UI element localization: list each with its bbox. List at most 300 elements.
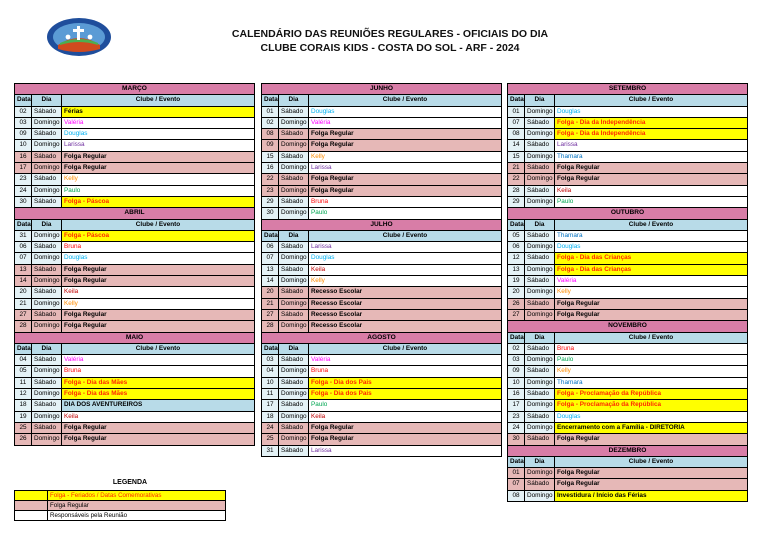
table-row — [508, 366, 748, 377]
cell-day: Sábado — [32, 129, 62, 140]
table-row — [508, 468, 748, 479]
cell-date: 21 — [15, 298, 32, 309]
table-row — [508, 355, 748, 366]
table-row — [262, 208, 502, 219]
cell-date: 28 — [15, 321, 32, 332]
legend-item — [15, 491, 226, 501]
cell-event: Paulo — [309, 208, 502, 219]
table-row — [262, 389, 502, 400]
club-logo — [46, 17, 112, 57]
table-row — [262, 355, 502, 366]
cell-date: 23 — [262, 185, 279, 196]
cell-date: 14 — [15, 276, 32, 287]
col-header-day: Dia — [525, 95, 555, 106]
cell-event: Folga Regular — [309, 434, 502, 445]
col-header-date: Data — [262, 343, 279, 354]
calendar-column-3 — [507, 83, 748, 502]
cell-day: Domingo — [279, 411, 309, 422]
cell-event: Kelly — [555, 287, 748, 298]
column-header-row — [15, 343, 255, 354]
cell-day: Sábado — [279, 264, 309, 275]
table-row — [262, 196, 502, 207]
table-row — [15, 151, 255, 162]
cell-date: 02 — [508, 343, 525, 354]
cell-event: Folga - Dia dos Pais — [309, 377, 502, 388]
cell-date: 31 — [262, 445, 279, 456]
table-row — [15, 264, 255, 275]
cell-date: 15 — [262, 151, 279, 162]
cell-day: Domingo — [525, 196, 555, 207]
cell-event: Bruna — [309, 366, 502, 377]
table-row — [262, 253, 502, 264]
table-row — [15, 129, 255, 140]
cell-date: 17 — [508, 400, 525, 411]
cell-event: Folga Regular — [555, 468, 748, 479]
table-row — [508, 117, 748, 128]
table-row — [508, 242, 748, 253]
cell-date: 03 — [508, 355, 525, 366]
col-header-date: Data — [15, 343, 32, 354]
cell-day: Domingo — [279, 276, 309, 287]
cell-day: Domingo — [32, 253, 62, 264]
cell-event: Bruna — [309, 196, 502, 207]
month-header-row — [508, 321, 748, 332]
cell-date: 07 — [508, 117, 525, 128]
cell-event: Kelly — [62, 298, 255, 309]
cell-event: Folga - Dia dos Pais — [309, 389, 502, 400]
table-row — [15, 400, 255, 411]
cell-date: 05 — [15, 366, 32, 377]
cell-date: 07 — [508, 479, 525, 490]
column-header-row — [15, 95, 255, 106]
table-row — [508, 377, 748, 388]
cell-event: Encerramento com a Família - DIRETORIA — [555, 422, 748, 433]
page-title: CALENDÁRIO DAS REUNIÕES REGULARES - OFICIAIS DO DIA — [231, 28, 549, 40]
cell-day: Sábado — [525, 411, 555, 422]
month-title: OUTUBRO — [508, 208, 748, 219]
cell-date: 11 — [262, 389, 279, 400]
table-row — [508, 389, 748, 400]
table-row — [262, 106, 502, 117]
month-header-row — [508, 208, 748, 219]
cell-day: Sábado — [279, 355, 309, 366]
cell-day: Domingo — [525, 287, 555, 298]
col-header-date: Data — [508, 95, 525, 106]
col-header-day: Dia — [525, 332, 555, 343]
cell-date: 01 — [508, 468, 525, 479]
cell-day: Sábado — [525, 389, 555, 400]
cell-date: 23 — [15, 174, 32, 185]
cell-date: 07 — [15, 253, 32, 264]
month-header-row — [262, 332, 502, 343]
cell-date: 27 — [15, 309, 32, 320]
cell-day: Sábado — [279, 174, 309, 185]
cell-day: Sábado — [32, 196, 62, 207]
cell-event: Valéria — [555, 276, 748, 287]
cell-date: 18 — [262, 411, 279, 422]
cell-event: Recesso Escolar — [309, 309, 502, 320]
table-row — [508, 343, 748, 354]
cell-day: Domingo — [32, 321, 62, 332]
cell-date: 21 — [508, 163, 525, 174]
cell-day: Sábado — [279, 196, 309, 207]
cell-day: Sábado — [32, 264, 62, 275]
cell-date: 08 — [508, 490, 525, 501]
cell-day: Domingo — [32, 434, 62, 445]
cell-date: 30 — [262, 208, 279, 219]
cell-event: Folga Regular — [62, 264, 255, 275]
cell-event: Folga Regular — [62, 321, 255, 332]
table-row — [262, 163, 502, 174]
cell-event: Folga - Dia da Independência — [555, 129, 748, 140]
cell-day: Sábado — [32, 242, 62, 253]
cell-event: Bruna — [62, 366, 255, 377]
cell-event: Thamara — [555, 377, 748, 388]
cell-date: 06 — [508, 242, 525, 253]
cell-date: 25 — [262, 434, 279, 445]
cell-day: Domingo — [32, 366, 62, 377]
column-header-row — [262, 95, 502, 106]
cell-event: Folga Regular — [62, 163, 255, 174]
cell-date: 01 — [262, 106, 279, 117]
cell-day: Domingo — [279, 434, 309, 445]
cell-day: Domingo — [32, 185, 62, 196]
table-row — [15, 163, 255, 174]
legend-swatch-feriado — [15, 491, 48, 501]
cell-event: Paulo — [555, 355, 748, 366]
cell-day: Sábado — [32, 377, 62, 388]
cell-date: 04 — [262, 366, 279, 377]
col-header-day: Dia — [279, 343, 309, 354]
table-row — [262, 298, 502, 309]
cell-date: 26 — [508, 298, 525, 309]
cell-date: 02 — [15, 106, 32, 117]
cell-date: 16 — [262, 163, 279, 174]
cell-date: 10 — [15, 140, 32, 151]
cell-date: 17 — [15, 163, 32, 174]
cell-day: Sábado — [525, 230, 555, 241]
cell-event: Paulo — [555, 196, 748, 207]
month-title: ABRIL — [15, 208, 255, 219]
table-row — [508, 422, 748, 433]
cell-event: Paulo — [62, 185, 255, 196]
table-row — [15, 230, 255, 241]
cell-event: Folga Regular — [555, 163, 748, 174]
cell-date: 16 — [508, 389, 525, 400]
cell-day: Sábado — [279, 309, 309, 320]
col-header-event: Clube / Evento — [309, 230, 502, 241]
table-row — [262, 400, 502, 411]
cell-day: Sábado — [279, 151, 309, 162]
cell-date: 20 — [262, 287, 279, 298]
col-header-event: Clube / Evento — [555, 332, 748, 343]
cell-day: Domingo — [525, 355, 555, 366]
cell-day: Domingo — [279, 253, 309, 264]
cell-event: Investidura / Início das Férias — [555, 490, 748, 501]
cell-event: Folga Regular — [309, 140, 502, 151]
table-row — [262, 411, 502, 422]
cell-day: Domingo — [279, 366, 309, 377]
cell-date: 20 — [508, 287, 525, 298]
cell-event: Folga - Dia das Crianças — [555, 264, 748, 275]
cell-event: Keila — [62, 411, 255, 422]
cell-date: 12 — [508, 253, 525, 264]
table-row — [15, 321, 255, 332]
cell-date: 12 — [15, 389, 32, 400]
cell-event: Larissa — [555, 140, 748, 151]
col-header-event: Clube / Evento — [555, 95, 748, 106]
cell-day: Domingo — [32, 411, 62, 422]
table-row — [262, 377, 502, 388]
column-header-row — [15, 219, 255, 230]
col-header-event: Clube / Evento — [555, 219, 748, 230]
cell-event: Folga Regular — [555, 309, 748, 320]
cell-date: 30 — [508, 434, 525, 445]
cell-day: Domingo — [525, 174, 555, 185]
month-title: NOVEMBRO — [508, 321, 748, 332]
cell-date: 27 — [508, 309, 525, 320]
cell-event: Folga - Dia das Mães — [62, 389, 255, 400]
table-row — [15, 185, 255, 196]
column-header-row — [508, 332, 748, 343]
cell-event: Kelly — [309, 151, 502, 162]
cell-event: Folga Regular — [309, 129, 502, 140]
cell-day: Domingo — [525, 129, 555, 140]
table-row — [262, 309, 502, 320]
month-header-row — [508, 84, 748, 95]
table-row — [262, 151, 502, 162]
legend-label: Folga - Feriados / Datas Comemorativas — [48, 491, 226, 501]
cell-day: Domingo — [32, 140, 62, 151]
cell-event: Bruna — [555, 343, 748, 354]
table-row — [262, 366, 502, 377]
table-row — [508, 287, 748, 298]
cell-event: Folga Regular — [62, 434, 255, 445]
table-row — [15, 140, 255, 151]
table-row — [508, 106, 748, 117]
cell-day: Domingo — [525, 242, 555, 253]
cell-day: Sábado — [32, 287, 62, 298]
cell-date: 03 — [262, 355, 279, 366]
table-row — [508, 490, 748, 501]
cell-event: Bruna — [62, 242, 255, 253]
cell-date: 10 — [508, 377, 525, 388]
cell-day: Sábado — [525, 434, 555, 445]
table-row — [262, 445, 502, 456]
table-row — [15, 422, 255, 433]
column-header-row — [508, 456, 748, 467]
cell-event: Folga Regular — [555, 298, 748, 309]
cell-event: Keila — [309, 411, 502, 422]
cell-date: 23 — [508, 411, 525, 422]
table-row — [15, 298, 255, 309]
col-header-day: Dia — [279, 95, 309, 106]
cell-event: Larissa — [309, 445, 502, 456]
table-row — [508, 185, 748, 196]
table-row — [508, 309, 748, 320]
legend-item — [15, 511, 226, 521]
cell-event: Kelly — [309, 276, 502, 287]
calendar-column-1 — [14, 83, 255, 446]
cell-event: Thamara — [555, 230, 748, 241]
month-title: JULHO — [262, 219, 502, 230]
calendar-table — [507, 83, 748, 502]
table-row — [508, 298, 748, 309]
table-row — [15, 389, 255, 400]
cell-date: 04 — [15, 355, 32, 366]
cell-day: Domingo — [279, 208, 309, 219]
cell-day: Domingo — [279, 185, 309, 196]
month-header-row — [15, 208, 255, 219]
cell-day: Domingo — [525, 377, 555, 388]
column-header-row — [262, 230, 502, 241]
cell-day: Domingo — [279, 117, 309, 128]
cell-event: Valéria — [62, 355, 255, 366]
cell-date: 22 — [262, 174, 279, 185]
month-title: DEZEMBRO — [508, 445, 748, 456]
column-header-row — [262, 343, 502, 354]
cell-event: Douglas — [555, 106, 748, 117]
cell-day: Sábado — [525, 253, 555, 264]
cell-date: 05 — [508, 230, 525, 241]
table-row — [15, 174, 255, 185]
cell-event: Larissa — [309, 242, 502, 253]
col-header-date: Data — [508, 332, 525, 343]
cell-date: 20 — [15, 287, 32, 298]
cell-date: 25 — [15, 422, 32, 433]
page-subtitle: CLUBE CORAIS KIDS - COSTA DO SOL - ARF - 2024 — [260, 42, 520, 54]
table-row — [262, 287, 502, 298]
col-header-day: Dia — [279, 230, 309, 241]
table-row — [508, 140, 748, 151]
cell-event: Paulo — [309, 400, 502, 411]
table-row — [508, 230, 748, 241]
table-row — [262, 117, 502, 128]
month-title: SETEMBRO — [508, 84, 748, 95]
cell-day: Sábado — [279, 400, 309, 411]
table-row — [508, 129, 748, 140]
month-header-row — [508, 445, 748, 456]
table-row — [15, 196, 255, 207]
cell-event: Keila — [555, 185, 748, 196]
cell-date: 02 — [262, 117, 279, 128]
cell-date: 28 — [262, 321, 279, 332]
cell-event: Douglas — [555, 242, 748, 253]
month-header-row — [15, 84, 255, 95]
cell-day: Sábado — [279, 445, 309, 456]
cell-event: DIA DOS AVENTUREIROS — [62, 400, 255, 411]
cell-day: Domingo — [32, 117, 62, 128]
cell-date: 24 — [15, 185, 32, 196]
cell-day: Sábado — [525, 140, 555, 151]
cell-date: 17 — [262, 400, 279, 411]
table-row — [508, 151, 748, 162]
cell-date: 26 — [15, 434, 32, 445]
table-row — [262, 242, 502, 253]
table-row — [262, 129, 502, 140]
cell-day: Sábado — [279, 287, 309, 298]
cell-event: Douglas — [62, 253, 255, 264]
cell-date: 16 — [15, 151, 32, 162]
cell-date: 31 — [15, 230, 32, 241]
cell-day: Domingo — [525, 106, 555, 117]
cell-event: Folga Regular — [555, 174, 748, 185]
cell-day: Sábado — [525, 479, 555, 490]
legend-label: Folga Regular — [48, 501, 226, 511]
cell-date: 28 — [508, 185, 525, 196]
cell-event: Larissa — [62, 140, 255, 151]
cell-event: Férias — [62, 106, 255, 117]
cell-event: Folga Regular — [309, 185, 502, 196]
cell-event: Valéria — [309, 355, 502, 366]
table-row — [15, 276, 255, 287]
cell-date: 30 — [15, 196, 32, 207]
cell-day: Domingo — [32, 230, 62, 241]
cell-date: 29 — [262, 196, 279, 207]
cell-day: Domingo — [32, 298, 62, 309]
table-row — [262, 434, 502, 445]
cell-date: 14 — [262, 276, 279, 287]
cell-date: 06 — [15, 242, 32, 253]
cell-day: Domingo — [279, 389, 309, 400]
col-header-day: Dia — [32, 95, 62, 106]
cell-date: 10 — [262, 377, 279, 388]
cell-day: Sábado — [279, 129, 309, 140]
table-row — [508, 196, 748, 207]
col-header-event: Clube / Evento — [309, 343, 502, 354]
cell-date: 19 — [15, 411, 32, 422]
cell-event: Folga - Dia das Crianças — [555, 253, 748, 264]
cell-event: Folga - Proclamação da República — [555, 400, 748, 411]
cell-event: Valéria — [309, 117, 502, 128]
table-row — [262, 185, 502, 196]
column-header-row — [508, 95, 748, 106]
table-row — [15, 287, 255, 298]
cell-day: Domingo — [279, 140, 309, 151]
legend-item — [15, 501, 226, 511]
cell-date: 01 — [508, 106, 525, 117]
cell-date: 13 — [508, 264, 525, 275]
legend — [14, 479, 246, 521]
cell-date: 07 — [262, 253, 279, 264]
col-header-date: Data — [262, 95, 279, 106]
month-title: AGOSTO — [262, 332, 502, 343]
month-title: MAIO — [15, 332, 255, 343]
table-row — [508, 479, 748, 490]
cell-event: Kelly — [62, 174, 255, 185]
cell-date: 11 — [15, 377, 32, 388]
cell-date: 09 — [262, 140, 279, 151]
month-header-row — [262, 219, 502, 230]
cell-event: Folga Regular — [62, 422, 255, 433]
table-row — [508, 434, 748, 445]
cell-date: 03 — [15, 117, 32, 128]
table-row — [508, 174, 748, 185]
cell-event: Folga Regular — [309, 422, 502, 433]
month-title: JUNHO — [262, 84, 502, 95]
col-header-day: Dia — [32, 219, 62, 230]
cell-date: 14 — [508, 140, 525, 151]
cell-day: Sábado — [32, 151, 62, 162]
cell-day: Sábado — [525, 366, 555, 377]
cell-date: 08 — [508, 129, 525, 140]
cell-event: Folga Regular — [62, 276, 255, 287]
col-header-date: Data — [15, 95, 32, 106]
cell-date: 13 — [15, 264, 32, 275]
col-header-event: Clube / Evento — [62, 219, 255, 230]
table-row — [262, 321, 502, 332]
cell-day: Sábado — [525, 343, 555, 354]
